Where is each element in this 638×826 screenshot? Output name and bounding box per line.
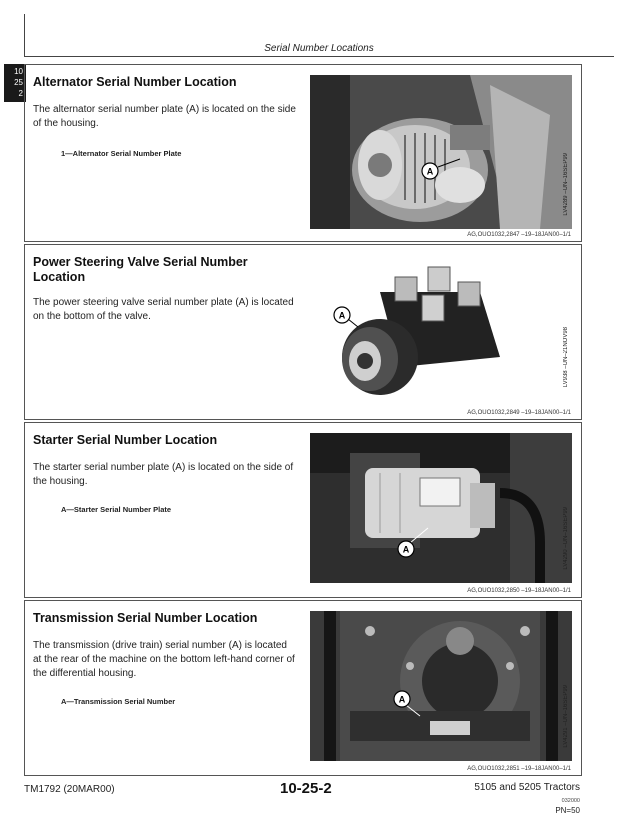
figure-legend: 1—Alternator Serial Number Plate xyxy=(61,149,182,158)
section-title: Starter Serial Number Location xyxy=(33,433,218,447)
footer-date-code: 032000 xyxy=(561,798,580,804)
image-code: LV938 –UN–21NOV98 xyxy=(563,327,569,388)
section-power-steering xyxy=(24,244,582,420)
tab-line-1: 10 xyxy=(14,67,23,76)
section-title: Power Steering Valve Serial Number Location xyxy=(33,255,248,284)
power-steering-valve-photo xyxy=(310,257,572,405)
starter-photo xyxy=(310,433,572,583)
image-code: LV4289 –UN–16SEP99 xyxy=(563,153,569,216)
photo-callout: A xyxy=(398,694,406,705)
footer-model: 5105 and 5205 Tractors xyxy=(474,782,580,793)
tab-line-3: 2 xyxy=(18,89,23,98)
section-starter xyxy=(24,422,582,598)
section-alternator xyxy=(24,64,582,242)
photo-callout: A xyxy=(338,310,346,321)
section-title: Transmission Serial Number Location xyxy=(33,611,258,625)
photo-callout: A xyxy=(402,544,410,555)
photo-callout: A xyxy=(426,166,434,177)
section-body: The transmission (drive train) serial number (A) is located at the rear of the machine on the bottom left-hand corner of the differential housing. xyxy=(33,640,295,679)
transmission-photo xyxy=(310,611,572,761)
running-header-title: Serial Number Locations xyxy=(264,43,374,54)
image-code: LV4290 –UN–16SEP99 xyxy=(563,507,569,570)
section-body: The power steering valve serial number plate (A) is located on the bottom of the valve. xyxy=(33,297,294,322)
reference-code: AG,OUO1032,2847 –19–18JAN00–1/1 xyxy=(467,232,571,238)
section-title: Alternator Serial Number Location xyxy=(33,75,237,89)
figure-legend: A—Transmission Serial Number xyxy=(61,697,176,706)
image-code: LV4291 –UN–16SEP99 xyxy=(563,685,569,748)
section-tab xyxy=(4,64,26,102)
footer-pn: PN=50 xyxy=(555,806,580,815)
section-transmission xyxy=(24,600,582,776)
footer-manual-id: TM1792 (20MAR00) xyxy=(24,784,115,795)
header-rule xyxy=(24,56,614,57)
reference-code: AG,OUO1032,2851 –19–18JAN00–1/1 xyxy=(467,766,571,772)
tab-line-2: 25 xyxy=(14,78,23,87)
alternator-photo xyxy=(310,75,572,229)
footer-page-number: 10-25-2 xyxy=(280,780,332,797)
section-body: The alternator serial number plate (A) is located on the side of the housing. xyxy=(33,104,296,129)
figure-legend: A—Starter Serial Number Plate xyxy=(61,505,172,514)
reference-code: AG,OUO1032,2850 –19–18JAN00–1/1 xyxy=(467,588,571,594)
section-body: The starter serial number plate (A) is located on the side of the housing. xyxy=(33,462,294,487)
reference-code: AG,OUO1032,2849 –19–18JAN00–1/1 xyxy=(467,410,571,416)
